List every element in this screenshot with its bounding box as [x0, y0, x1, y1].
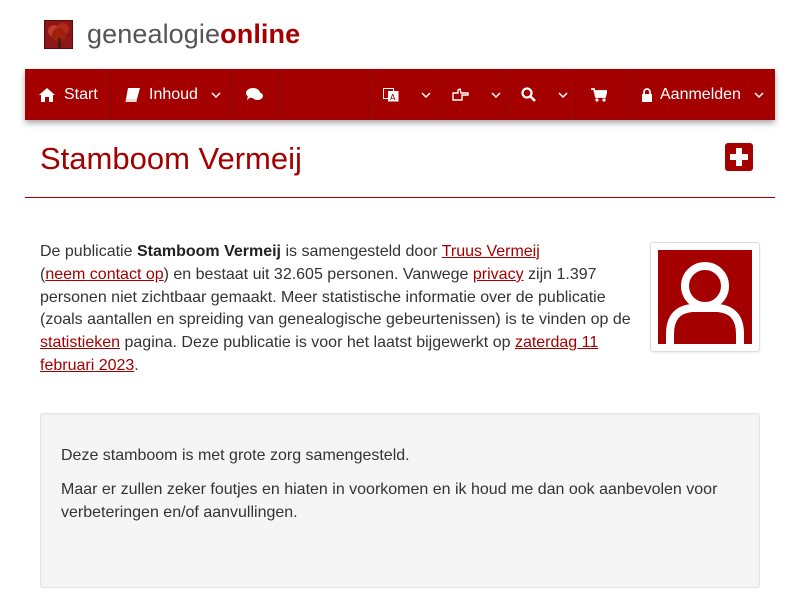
brand-name: [87, 18, 300, 50]
user-avatar-icon: [658, 250, 752, 344]
main-navbar: [25, 69, 775, 120]
contact-link[interactable]: neem contact op: [45, 265, 164, 283]
panel-paragraph: Maar er zullen zeker foutjes en hiaten in voorkomen en ik houd me dan ook aanbevolen voor verbeteringen en/of aanvullingen.: [61, 481, 718, 521]
intro-text: pagina. Deze publicatie is voor het laatst bijgewerkt op: [120, 334, 515, 352]
brand-name-part2: online: [220, 19, 301, 49]
intro-text: ) en bestaat uit 32.605 personen. Vanwege: [163, 265, 473, 283]
nav-search[interactable]: [507, 69, 576, 120]
author-avatar-card[interactable]: [650, 242, 760, 352]
nav-aanmelden-label: Aanmelden: [660, 85, 741, 103]
nav-spacer: [279, 69, 369, 120]
nav-language[interactable]: [369, 69, 438, 120]
language-icon: [383, 86, 399, 104]
description-panel: [40, 413, 760, 588]
brand-name-part1: genealogie: [87, 19, 221, 49]
page-title: Stamboom Vermeij: [40, 141, 302, 176]
chevron-down-icon: [211, 92, 221, 98]
intro-text: .: [134, 356, 139, 374]
nav-share[interactable]: [438, 69, 507, 120]
search-icon: [521, 86, 536, 104]
panel-paragraph: Deze stamboom is met grote zorg samengesteld.: [61, 447, 410, 464]
add-plus-button[interactable]: [725, 143, 753, 171]
nav-inhoud[interactable]: [111, 69, 231, 120]
intro-text: De publicatie: [40, 243, 137, 260]
title-row: [25, 140, 775, 198]
comments-icon: [245, 86, 263, 104]
nav-forum[interactable]: [231, 69, 279, 120]
author-link[interactable]: Truus Vermeij: [441, 243, 540, 260]
nav-start-label: Start: [64, 85, 98, 103]
nav-start[interactable]: [25, 69, 111, 120]
shopping-cart-icon: [590, 86, 608, 104]
chevron-down-icon: [491, 92, 501, 98]
intro-text: zijn 1.397 personen niet zichtbaar gemaakt. Meer statistische informatie over de publicatie (zoals aantallen en spreiding van genealogische gebeurtenissen) is te vinden op de: [40, 265, 631, 329]
statistics-link[interactable]: statistieken: [40, 334, 121, 352]
book-icon: [125, 86, 140, 104]
tree-logo-icon: [44, 20, 73, 49]
intro-text: is samengesteld door: [281, 243, 442, 260]
privacy-link[interactable]: privacy: [472, 265, 524, 283]
home-icon: [39, 86, 55, 104]
lock-icon: [641, 86, 653, 104]
hand-pointer-icon: [452, 86, 469, 104]
brand[interactable]: [44, 18, 300, 50]
nav-inhoud-label: Inhoud: [149, 85, 198, 103]
publication-intro: [40, 241, 638, 378]
chevron-down-icon: [421, 92, 431, 98]
publication-name: Stamboom Vermeij: [136, 243, 281, 260]
svg-text:A: A: [390, 92, 396, 102]
nav-aanmelden[interactable]: [627, 69, 775, 120]
intro-text: (: [40, 265, 46, 283]
nav-shop[interactable]: [576, 69, 627, 120]
chevron-down-icon: [558, 92, 568, 98]
last-updated-link[interactable]: zaterdag 11 februari 2023: [40, 334, 599, 374]
chevron-down-icon: [754, 92, 764, 98]
